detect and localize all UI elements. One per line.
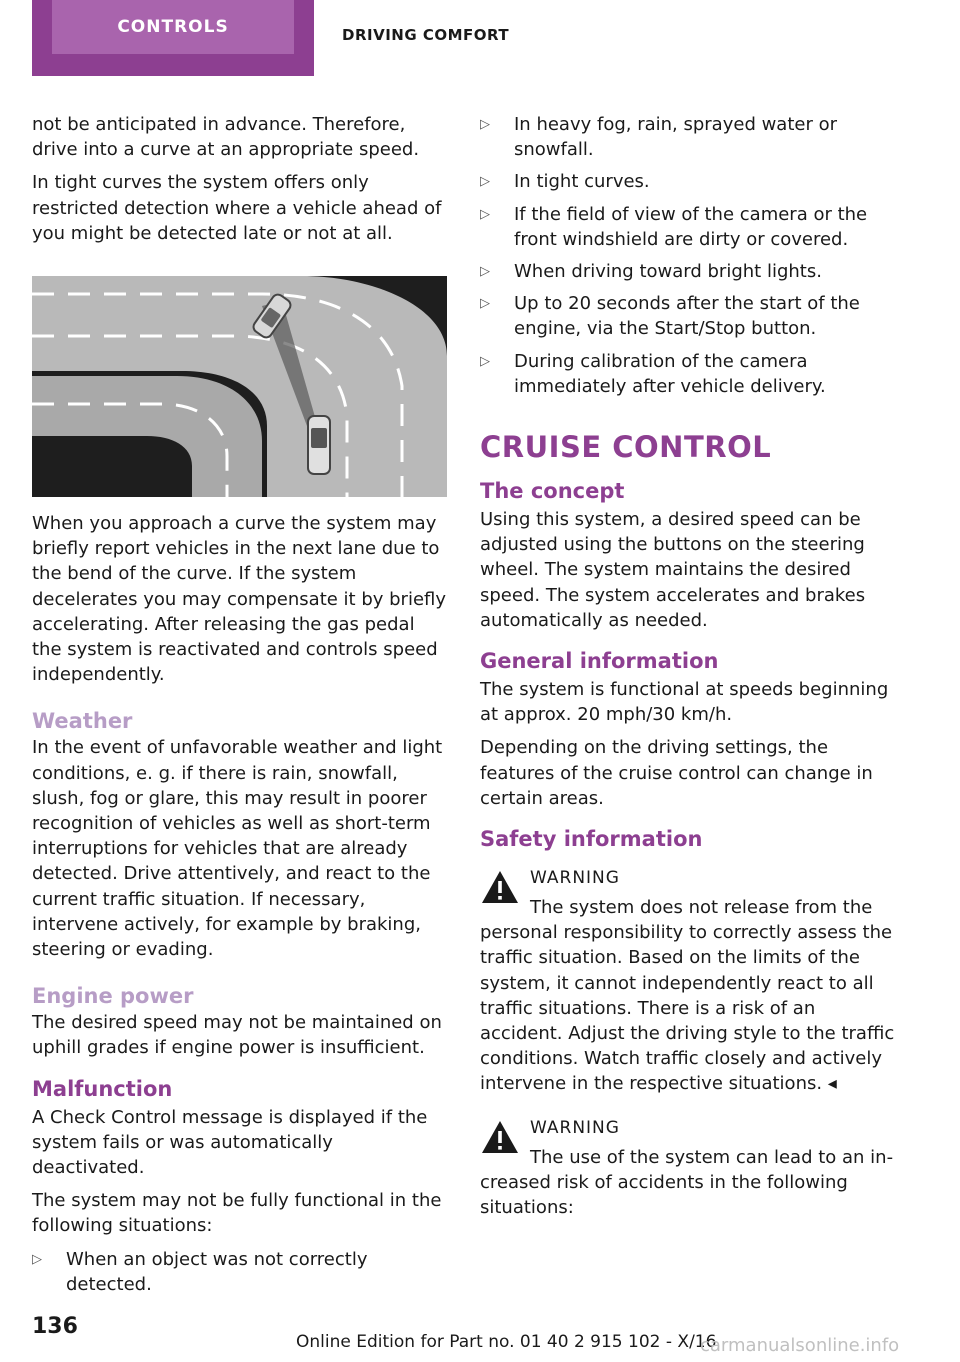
- page-number: 136: [32, 1314, 78, 1339]
- weather-text: In the event of unfavorable weather and light conditions, e. g. if there is rain, snowfall, slush, fog or glare, this may result in poorer recognition of vehicles as well as short-term interruptions for vehicles that are already detected. Drive attentively, and react to the current traffic situation. If necessary, intervene actively, for example by braking, steering or evading.: [32, 737, 443, 961]
- paragraph: When you approach a curve the system may briefly report vehicles in the next lane due to the bend of the curve. If the system decelerates you may compensate it by briefly accelerating. After releasing the gas pedal the system is reactivated and controls speed independently.: [32, 513, 447, 686]
- malfunction-text: The system may not be fully functional in the following situations:: [32, 1190, 442, 1237]
- triangle-right-icon: ▷: [480, 206, 490, 222]
- general-text: The system is functional at speeds beginning at approx. 20 mph/30 km/h.: [480, 679, 889, 726]
- header-section-label: DRIVING COMFORT: [342, 26, 510, 44]
- weather-heading: Weather: [32, 709, 133, 734]
- curve-illustration: [32, 276, 447, 497]
- general-information-heading: General information: [480, 649, 719, 674]
- triangle-right-icon: ▷: [480, 174, 490, 190]
- warning-triangle-icon: [480, 869, 520, 905]
- list-item: ▷ During calibration of the camera immediately after vehicle delivery.: [480, 350, 826, 397]
- triangle-right-icon: ▷: [480, 117, 490, 132]
- list-item: ▷ In heavy fog, rain, sprayed water or snowfall.: [480, 114, 838, 161]
- malfunction-text: A Check Control message is displayed if the system fails or was automatically deactivated.: [32, 1106, 428, 1179]
- left-bullet-list: [32, 1247, 447, 1297]
- warning-text: The system does not release from the: [530, 897, 873, 919]
- warning-triangle-icon: [480, 1119, 520, 1155]
- safety-information-heading: Safety information: [480, 827, 703, 852]
- cruise-control-heading: CRUISE CONTROL: [480, 430, 772, 465]
- list-item: ▷ In tight curves.: [480, 169, 895, 194]
- warning-box: [480, 1115, 895, 1221]
- left-column: [32, 112, 447, 1304]
- triangle-right-icon: ▷: [480, 296, 490, 312]
- list-item: ▷ When driving toward bright lights.: [480, 259, 895, 284]
- warning-text: creased risk of accidents in the following situations:: [480, 1171, 848, 1219]
- warning-text: personal responsibility to correctly assess the traffic situation. Based on the limits of the system, it cannot independently react to all traffic situations. There is a risk of an accident. Adjust the driving style to the traffic conditions. Watch traffic closely and actively intervene in the respective situations. ◂: [480, 922, 895, 1095]
- right-column: [480, 112, 895, 1238]
- engine-power-heading: Engine power: [32, 984, 194, 1009]
- warning-text: The use of the system can lead to an in-: [530, 1146, 894, 1168]
- triangle-right-icon: ▷: [480, 264, 490, 280]
- paragraph: not be anticipated in advance. Therefore, drive into a curve at an appropriate speed.: [32, 114, 420, 161]
- header-tab-controls: [32, 0, 314, 76]
- warning-box: [480, 865, 895, 1097]
- header-tab-label: CONTROLS: [52, 0, 294, 54]
- warning-label: WARNING: [530, 868, 620, 889]
- watermark: carmanualsonline.info: [700, 1335, 900, 1356]
- engine-power-text: The desired speed may not be maintained on uphill grades if engine power is insufficient.: [32, 1012, 442, 1059]
- footer-edition: Online Edition for Part no. 01 40 2 915 102 - X/16: [296, 1332, 717, 1352]
- concept-heading: The concept: [480, 479, 625, 504]
- right-bullet-list: [480, 112, 895, 399]
- list-item: ▷ When an object was not correctly detected.: [32, 1248, 368, 1295]
- triangle-right-icon: ▷: [480, 353, 490, 369]
- list-item: ▷ If the field of view of the camera or the front windshield are dirty or covered.: [480, 203, 868, 250]
- list-item: ▷ Up to 20 seconds after the start of the engine, via the Start/Stop button.: [480, 293, 860, 340]
- warning-label: WARNING: [530, 1117, 620, 1138]
- malfunction-heading: Malfunction: [32, 1076, 173, 1101]
- general-text: Depending on the driving settings, the features of the cruise control can change in certain areas.: [480, 737, 873, 809]
- triangle-right-icon: ▷: [32, 1251, 42, 1267]
- paragraph: In tight curves the system offers only restricted detection where a vehicle ahead of you might be detected late or not at all.: [32, 172, 442, 244]
- concept-text: Using this system, a desired speed can be adjusted using the buttons on the steering wheel. The system maintains the desired speed. The system accelerates and brakes automatically as needed.: [480, 509, 866, 631]
